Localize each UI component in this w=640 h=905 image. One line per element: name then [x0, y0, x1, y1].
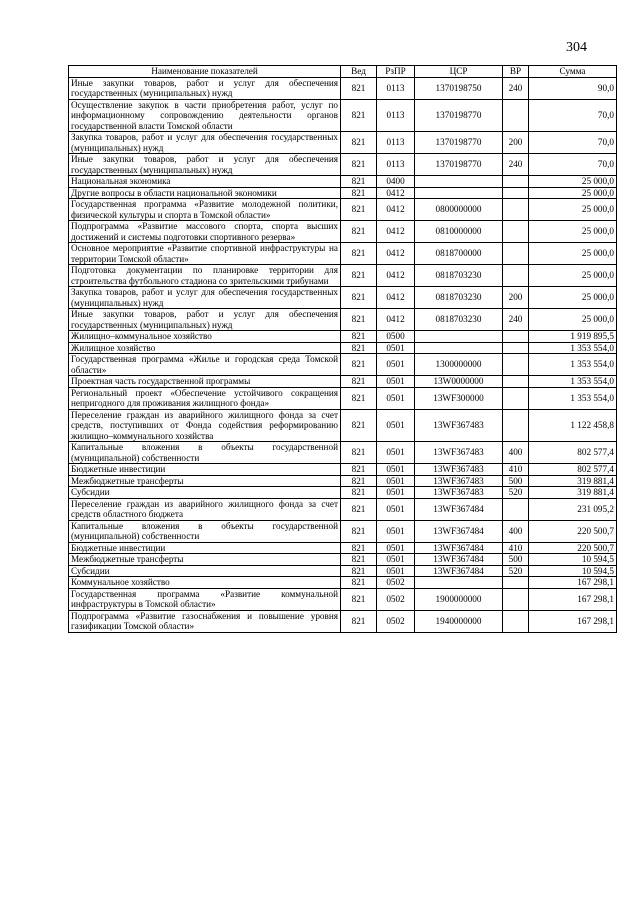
cell-csr [415, 331, 503, 343]
cell-vr: 410 [503, 464, 529, 476]
cell-csr: 1370198750 [415, 77, 503, 99]
cell-sum: 319 881,4 [529, 475, 617, 487]
cell-name: Иные закупки товаров, работ и услуг для обеспечения государственных (муниципальных) нужд [69, 154, 341, 176]
cell-sum: 10 594,5 [529, 554, 617, 566]
cell-name: Коммунальное хозяйство [69, 577, 341, 589]
cell-csr [415, 577, 503, 589]
cell-name: Государственная программа «Жилье и городская среда Томской области» [69, 354, 341, 376]
cell-sum: 1 353 554,0 [529, 342, 617, 354]
cell-rzpr: 0501 [377, 464, 415, 476]
table-row [69, 154, 617, 176]
cell-ved: 821 [341, 132, 377, 154]
cell-csr: 1940000000 [415, 610, 503, 632]
cell-ved: 821 [341, 588, 377, 610]
cell-rzpr: 0502 [377, 588, 415, 610]
cell-ved: 821 [341, 610, 377, 632]
cell-rzpr: 0501 [377, 565, 415, 577]
cell-name: Закупка товаров, работ и услуг для обеспечения государственных (муниципальных) нужд [69, 287, 341, 309]
cell-csr: 1900000000 [415, 588, 503, 610]
cell-rzpr: 0412 [377, 265, 415, 287]
cell-rzpr: 0501 [377, 387, 415, 409]
table-row [69, 77, 617, 99]
cell-name: Региональный проект «Обеспечение устойчивого сокращения непригодного для проживания жилищного фонда» [69, 387, 341, 409]
cell-name: Иные закупки товаров, работ и услуг для обеспечения государственных (муниципальных) нужд [69, 77, 341, 99]
cell-csr: 0800000000 [415, 199, 503, 221]
cell-vr: 200 [503, 132, 529, 154]
cell-sum: 90,0 [529, 77, 617, 99]
table-row [69, 331, 617, 343]
cell-sum: 1 122 458,8 [529, 409, 617, 442]
cell-sum: 167 298,1 [529, 588, 617, 610]
cell-name: Проектная часть государственной программы [69, 376, 341, 388]
table-row [69, 464, 617, 476]
cell-name: Субсидии [69, 487, 341, 499]
cell-vr: 520 [503, 487, 529, 499]
cell-vr [503, 376, 529, 388]
cell-rzpr: 0113 [377, 132, 415, 154]
cell-name: Субсидии [69, 565, 341, 577]
cell-vr [503, 588, 529, 610]
cell-csr: 13WF367484 [415, 565, 503, 577]
cell-name: Иные закупки товаров, работ и услуг для обеспечения государственных (муниципальных) нужд [69, 309, 341, 331]
cell-ved: 821 [341, 99, 377, 132]
cell-rzpr: 0113 [377, 77, 415, 99]
cell-vr [503, 342, 529, 354]
cell-ved: 821 [341, 221, 377, 243]
table-row [69, 342, 617, 354]
table-row [69, 588, 617, 610]
table-row [69, 520, 617, 542]
cell-rzpr: 0412 [377, 221, 415, 243]
cell-csr: 0810000000 [415, 221, 503, 243]
cell-csr: 13W0000000 [415, 376, 503, 388]
table-row [69, 554, 617, 566]
cell-name: Государственная программа «Развитие молодежной политики, физической культуры и спорта в Томской области» [69, 199, 341, 221]
cell-sum: 167 298,1 [529, 610, 617, 632]
cell-name: Бюджетные инвестиции [69, 464, 341, 476]
cell-sum: 1 353 554,0 [529, 376, 617, 388]
cell-ved: 821 [341, 77, 377, 99]
cell-vr [503, 409, 529, 442]
cell-ved: 821 [341, 376, 377, 388]
table-row [69, 199, 617, 221]
cell-name: Переселение граждан из аварийного жилищного фонда за счет средств, поступивших от Фонда содействия реформированию жилищно–коммунального хозяйства [69, 409, 341, 442]
cell-rzpr: 0501 [377, 376, 415, 388]
cell-vr: 240 [503, 77, 529, 99]
header-ved: Вед [341, 66, 377, 78]
page-number: 304 [566, 40, 587, 55]
cell-sum: 25 000,0 [529, 243, 617, 265]
cell-sum: 10 594,5 [529, 565, 617, 577]
cell-rzpr: 0501 [377, 542, 415, 554]
cell-sum: 220 500,7 [529, 520, 617, 542]
cell-vr [503, 187, 529, 199]
cell-name: Жилищно–коммунальное хозяйство [69, 331, 341, 343]
cell-csr: 1370198770 [415, 99, 503, 132]
cell-rzpr: 0502 [377, 577, 415, 589]
table-row [69, 487, 617, 499]
cell-name: Осуществление закупок в части приобретения работ, услуг по информационному сопровождению деятельности органов государственной власти Томской области [69, 99, 341, 132]
cell-csr: 0818703230 [415, 265, 503, 287]
cell-rzpr: 0501 [377, 498, 415, 520]
cell-rzpr: 0412 [377, 187, 415, 199]
cell-sum: 802 577,4 [529, 464, 617, 476]
cell-csr: 13WF367483 [415, 464, 503, 476]
cell-sum: 25 000,0 [529, 199, 617, 221]
cell-vr [503, 199, 529, 221]
cell-sum: 25 000,0 [529, 221, 617, 243]
cell-sum: 167 298,1 [529, 577, 617, 589]
cell-ved: 821 [341, 154, 377, 176]
cell-sum: 70,0 [529, 132, 617, 154]
cell-ved: 821 [341, 309, 377, 331]
cell-rzpr: 0113 [377, 154, 415, 176]
table-row [69, 99, 617, 132]
cell-rzpr: 0501 [377, 442, 415, 464]
cell-ved: 821 [341, 520, 377, 542]
cell-rzpr: 0501 [377, 520, 415, 542]
cell-vr: 240 [503, 154, 529, 176]
cell-ved: 821 [341, 387, 377, 409]
cell-vr [503, 610, 529, 632]
cell-sum: 1 919 895,5 [529, 331, 617, 343]
budget-table [68, 65, 617, 633]
cell-name: Подпрограмма «Развитие массового спорта, спорта высших достижений и системы подготовки спортивного резерва» [69, 221, 341, 243]
cell-rzpr: 0501 [377, 342, 415, 354]
cell-ved: 821 [341, 554, 377, 566]
cell-rzpr: 0113 [377, 99, 415, 132]
cell-vr [503, 387, 529, 409]
table-row [69, 565, 617, 577]
cell-sum: 25 000,0 [529, 187, 617, 199]
table-row [69, 243, 617, 265]
cell-csr: 13WF367483 [415, 475, 503, 487]
cell-name: Государственная программа «Развитие коммунальной инфраструктуры в Томской области» [69, 588, 341, 610]
cell-name: Закупка товаров, работ и услуг для обеспечения государственных (муниципальных) нужд [69, 132, 341, 154]
table-row [69, 387, 617, 409]
cell-csr: 0818700000 [415, 243, 503, 265]
cell-name: Капитальные вложения в объекты государственной (муниципальной) собственности [69, 520, 341, 542]
cell-csr: 13WF367484 [415, 498, 503, 520]
cell-name: Национальная экономика [69, 176, 341, 188]
cell-name: Межбюджетные трансферты [69, 554, 341, 566]
cell-vr [503, 99, 529, 132]
table-row [69, 132, 617, 154]
cell-ved: 821 [341, 287, 377, 309]
cell-vr [503, 498, 529, 520]
cell-sum: 802 577,4 [529, 442, 617, 464]
cell-rzpr: 0501 [377, 354, 415, 376]
cell-vr [503, 354, 529, 376]
table-row [69, 309, 617, 331]
cell-name: Другие вопросы в области национальной экономики [69, 187, 341, 199]
cell-csr: 13WF300000 [415, 387, 503, 409]
cell-ved: 821 [341, 464, 377, 476]
cell-csr: 0818703230 [415, 309, 503, 331]
cell-sum: 25 000,0 [529, 176, 617, 188]
cell-name: Переселение граждан из аварийного жилищного фонда за счет средств областного бюджета [69, 498, 341, 520]
cell-csr: 13WF367483 [415, 442, 503, 464]
cell-csr [415, 176, 503, 188]
cell-ved: 821 [341, 176, 377, 188]
table-row [69, 265, 617, 287]
cell-vr: 240 [503, 309, 529, 331]
table-row [69, 498, 617, 520]
table-row [69, 187, 617, 199]
cell-ved: 821 [341, 542, 377, 554]
cell-vr: 400 [503, 520, 529, 542]
cell-ved: 821 [341, 265, 377, 287]
cell-sum: 70,0 [529, 99, 617, 132]
cell-rzpr: 0501 [377, 554, 415, 566]
table-row [69, 475, 617, 487]
cell-ved: 821 [341, 565, 377, 577]
cell-vr [503, 176, 529, 188]
table-header-row [69, 66, 617, 78]
cell-vr [503, 577, 529, 589]
cell-rzpr: 0412 [377, 309, 415, 331]
table-row [69, 354, 617, 376]
table-body [69, 77, 617, 632]
cell-ved: 821 [341, 354, 377, 376]
cell-sum: 1 353 554,0 [529, 387, 617, 409]
cell-vr: 520 [503, 565, 529, 577]
cell-csr [415, 342, 503, 354]
header-name: Наименование показателей [69, 66, 341, 78]
cell-ved: 821 [341, 342, 377, 354]
cell-sum: 25 000,0 [529, 287, 617, 309]
cell-name: Капитальные вложения в объекты государственной (муниципальной) собственности [69, 442, 341, 464]
cell-vr [503, 243, 529, 265]
cell-ved: 821 [341, 409, 377, 442]
cell-ved: 821 [341, 498, 377, 520]
cell-vr: 500 [503, 475, 529, 487]
cell-rzpr: 0501 [377, 409, 415, 442]
cell-ved: 821 [341, 442, 377, 464]
cell-ved: 821 [341, 577, 377, 589]
header-sum: Сумма [529, 66, 617, 78]
table-row [69, 409, 617, 442]
cell-csr: 1370198770 [415, 132, 503, 154]
cell-sum: 25 000,0 [529, 265, 617, 287]
cell-ved: 821 [341, 487, 377, 499]
header-csr: ЦСР [415, 66, 503, 78]
cell-name: Жилищное хозяйство [69, 342, 341, 354]
table-row [69, 176, 617, 188]
cell-rzpr: 0400 [377, 176, 415, 188]
cell-vr [503, 265, 529, 287]
cell-ved: 821 [341, 331, 377, 343]
cell-name: Основное мероприятие «Развитие спортивной инфраструктуры на территории Томской области» [69, 243, 341, 265]
header-vr: ВР [503, 66, 529, 78]
cell-name: Бюджетные инвестиции [69, 542, 341, 554]
cell-csr: 1370198770 [415, 154, 503, 176]
table-row [69, 221, 617, 243]
cell-vr: 200 [503, 287, 529, 309]
cell-ved: 821 [341, 199, 377, 221]
cell-name: Подготовка документации по планировке территории для строительства футбольного стадиона со зрительскими трибунами [69, 265, 341, 287]
cell-rzpr: 0502 [377, 610, 415, 632]
table-row [69, 442, 617, 464]
cell-rzpr: 0412 [377, 287, 415, 309]
cell-ved: 821 [341, 475, 377, 487]
table-row [69, 287, 617, 309]
cell-sum: 1 353 554,0 [529, 354, 617, 376]
cell-csr: 13WF367484 [415, 554, 503, 566]
cell-vr [503, 221, 529, 243]
cell-rzpr: 0412 [377, 199, 415, 221]
cell-csr: 1300000000 [415, 354, 503, 376]
cell-sum: 220 500,7 [529, 542, 617, 554]
cell-csr: 13WF367483 [415, 487, 503, 499]
header-rzpr: РзПР [377, 66, 415, 78]
cell-vr: 400 [503, 442, 529, 464]
cell-csr: 0818703230 [415, 287, 503, 309]
table-row [69, 376, 617, 388]
cell-csr: 13WF367484 [415, 542, 503, 554]
table-row [69, 610, 617, 632]
cell-csr [415, 187, 503, 199]
table-row [69, 542, 617, 554]
cell-vr [503, 331, 529, 343]
cell-csr: 13WF367483 [415, 409, 503, 442]
cell-name: Межбюджетные трансферты [69, 475, 341, 487]
cell-ved: 821 [341, 243, 377, 265]
cell-sum: 319 881,4 [529, 487, 617, 499]
cell-rzpr: 0412 [377, 243, 415, 265]
cell-sum: 231 095,2 [529, 498, 617, 520]
cell-name: Подпрограмма «Развитие газоснабжения и повышение уровня газификации Томской области» [69, 610, 341, 632]
cell-csr: 13WF367484 [415, 520, 503, 542]
cell-rzpr: 0501 [377, 487, 415, 499]
cell-rzpr: 0500 [377, 331, 415, 343]
cell-ved: 821 [341, 187, 377, 199]
table-row [69, 577, 617, 589]
cell-sum: 25 000,0 [529, 309, 617, 331]
cell-vr: 500 [503, 554, 529, 566]
cell-rzpr: 0501 [377, 475, 415, 487]
cell-vr: 410 [503, 542, 529, 554]
cell-sum: 70,0 [529, 154, 617, 176]
